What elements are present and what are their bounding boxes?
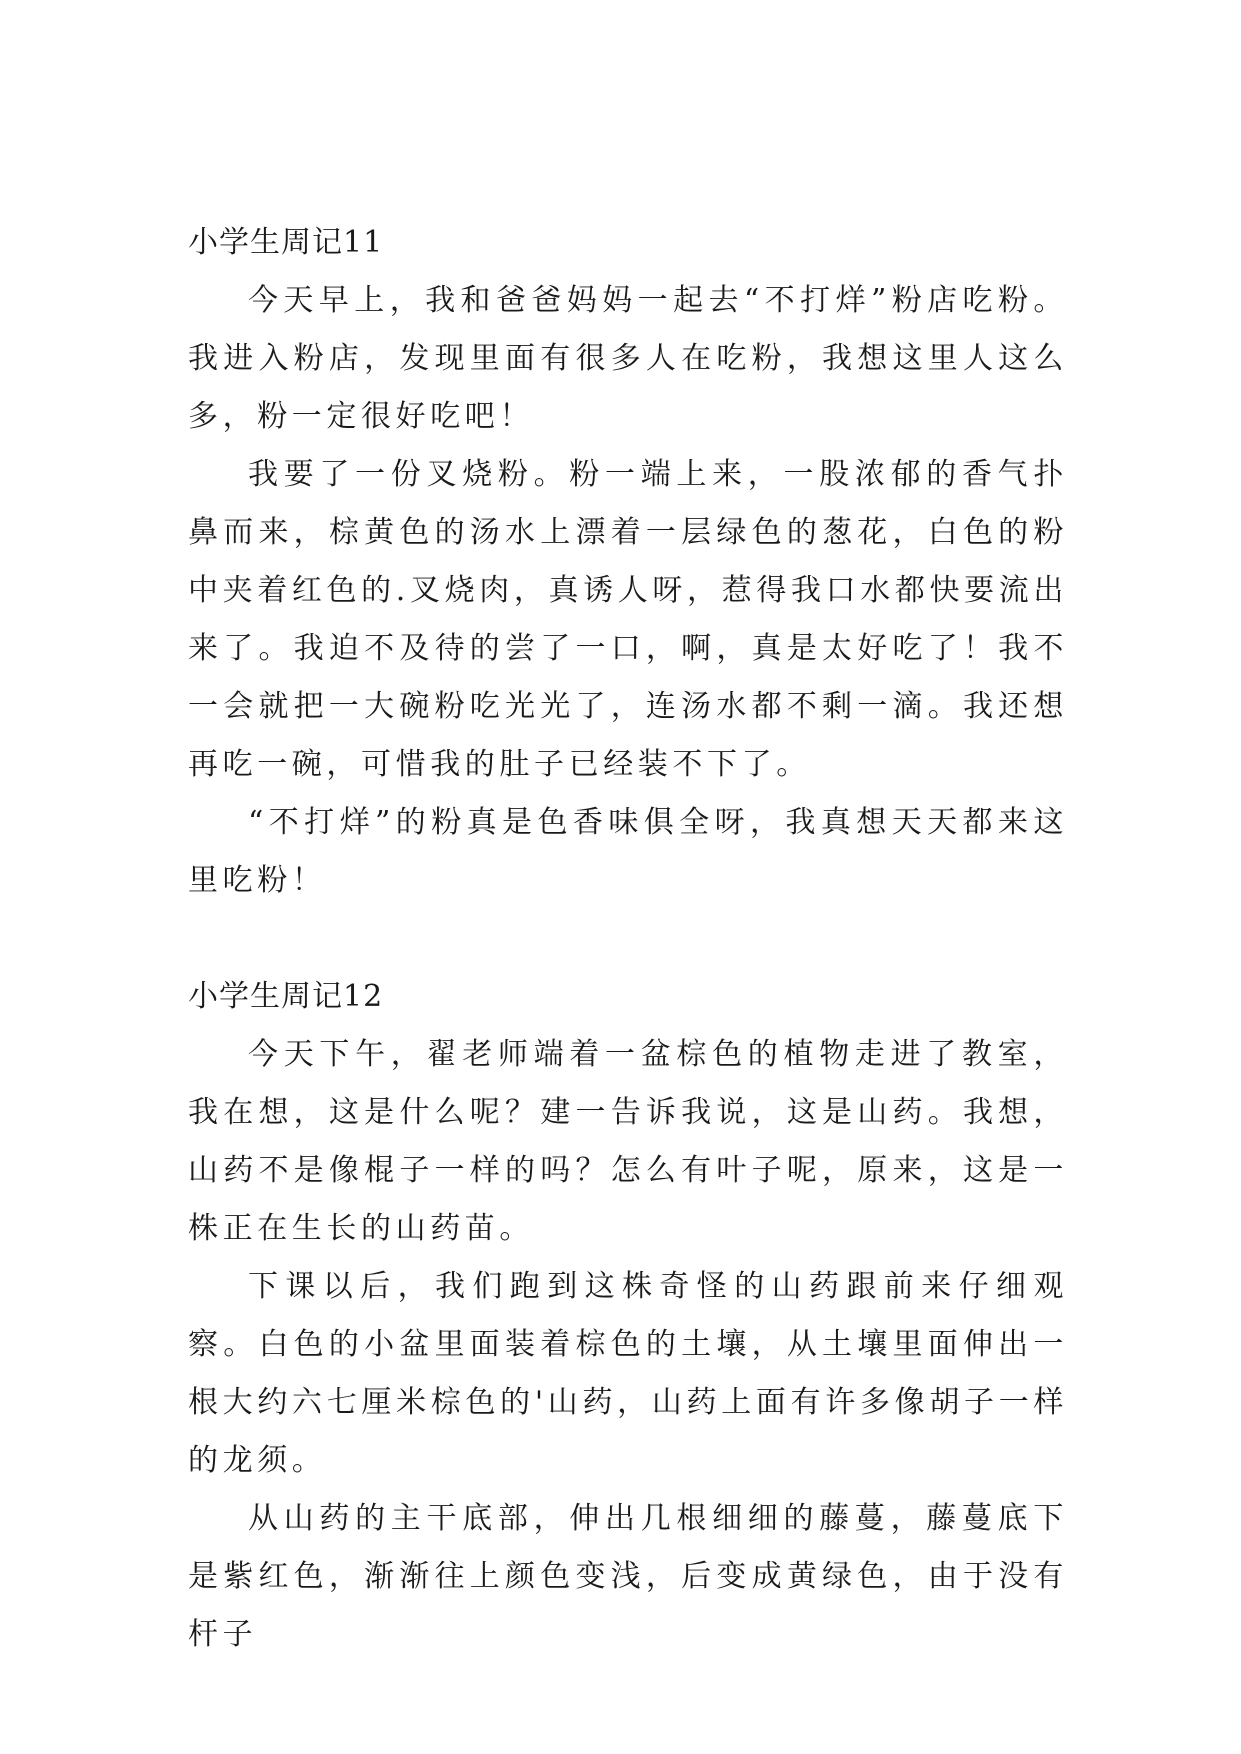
- entry-paragraph: 下课以后，我们跑到这株奇怪的山药跟前来仔细观察。白色的小盆里面装着棕色的土壤，从土壤里面伸出一根大约六七厘米棕色的'山药，山药上面有许多像胡子一样的龙须。: [188, 1269, 1068, 1478]
- entry-paragraph: 我要了一份叉烧粉。粉一端上来，一股浓郁的香气扑鼻而来，棕黄色的汤水上漂着一层绿色的葱花，白色的粉中夹着红色的.叉烧肉，真诱人呀，惹得我口水都快要流出来了。我迫不及待的尝了一口，啊，真是太好吃了！我不一会就把一大碗粉吃光光了，连汤水都不剩一滴。我还想再吃一碗，可惜我的肚子已经装不下了。: [188, 457, 1068, 782]
- entry-title: 小学生周记11: [188, 225, 384, 260]
- entry-paragraph: 今天下午，翟老师端着一盆棕色的植物走进了教室，我在想，这是什么呢？建一告诉我说，这是山药。我想，山药不是像棍子一样的吗？怎么有叶子呢，原来，这是一株正在生长的山药苗。: [188, 1037, 1068, 1246]
- entry-paragraph: 从山药的主干底部，伸出几根细细的藤蔓，藤蔓底下是紫红色，渐渐往上颜色变浅，后变成黄绿色，由于没有杆子: [188, 1501, 1068, 1652]
- journal-entry-11: [188, 214, 1068, 910]
- entry-paragraph: 今天早上，我和爸爸妈妈一起去“不打烊”粉店吃粉。我进入粉店，发现里面有很多人在吃粉，我想这里人这么多，粉一定很好吃吧！: [188, 283, 1068, 434]
- entry-title: 小学生周记12: [188, 979, 384, 1014]
- journal-entry-12: [188, 968, 1068, 1664]
- entry-paragraph: “不打烊”的粉真是色香味俱全呀，我真想天天都来这里吃粉！: [188, 805, 1068, 898]
- document-body: [188, 214, 1068, 1664]
